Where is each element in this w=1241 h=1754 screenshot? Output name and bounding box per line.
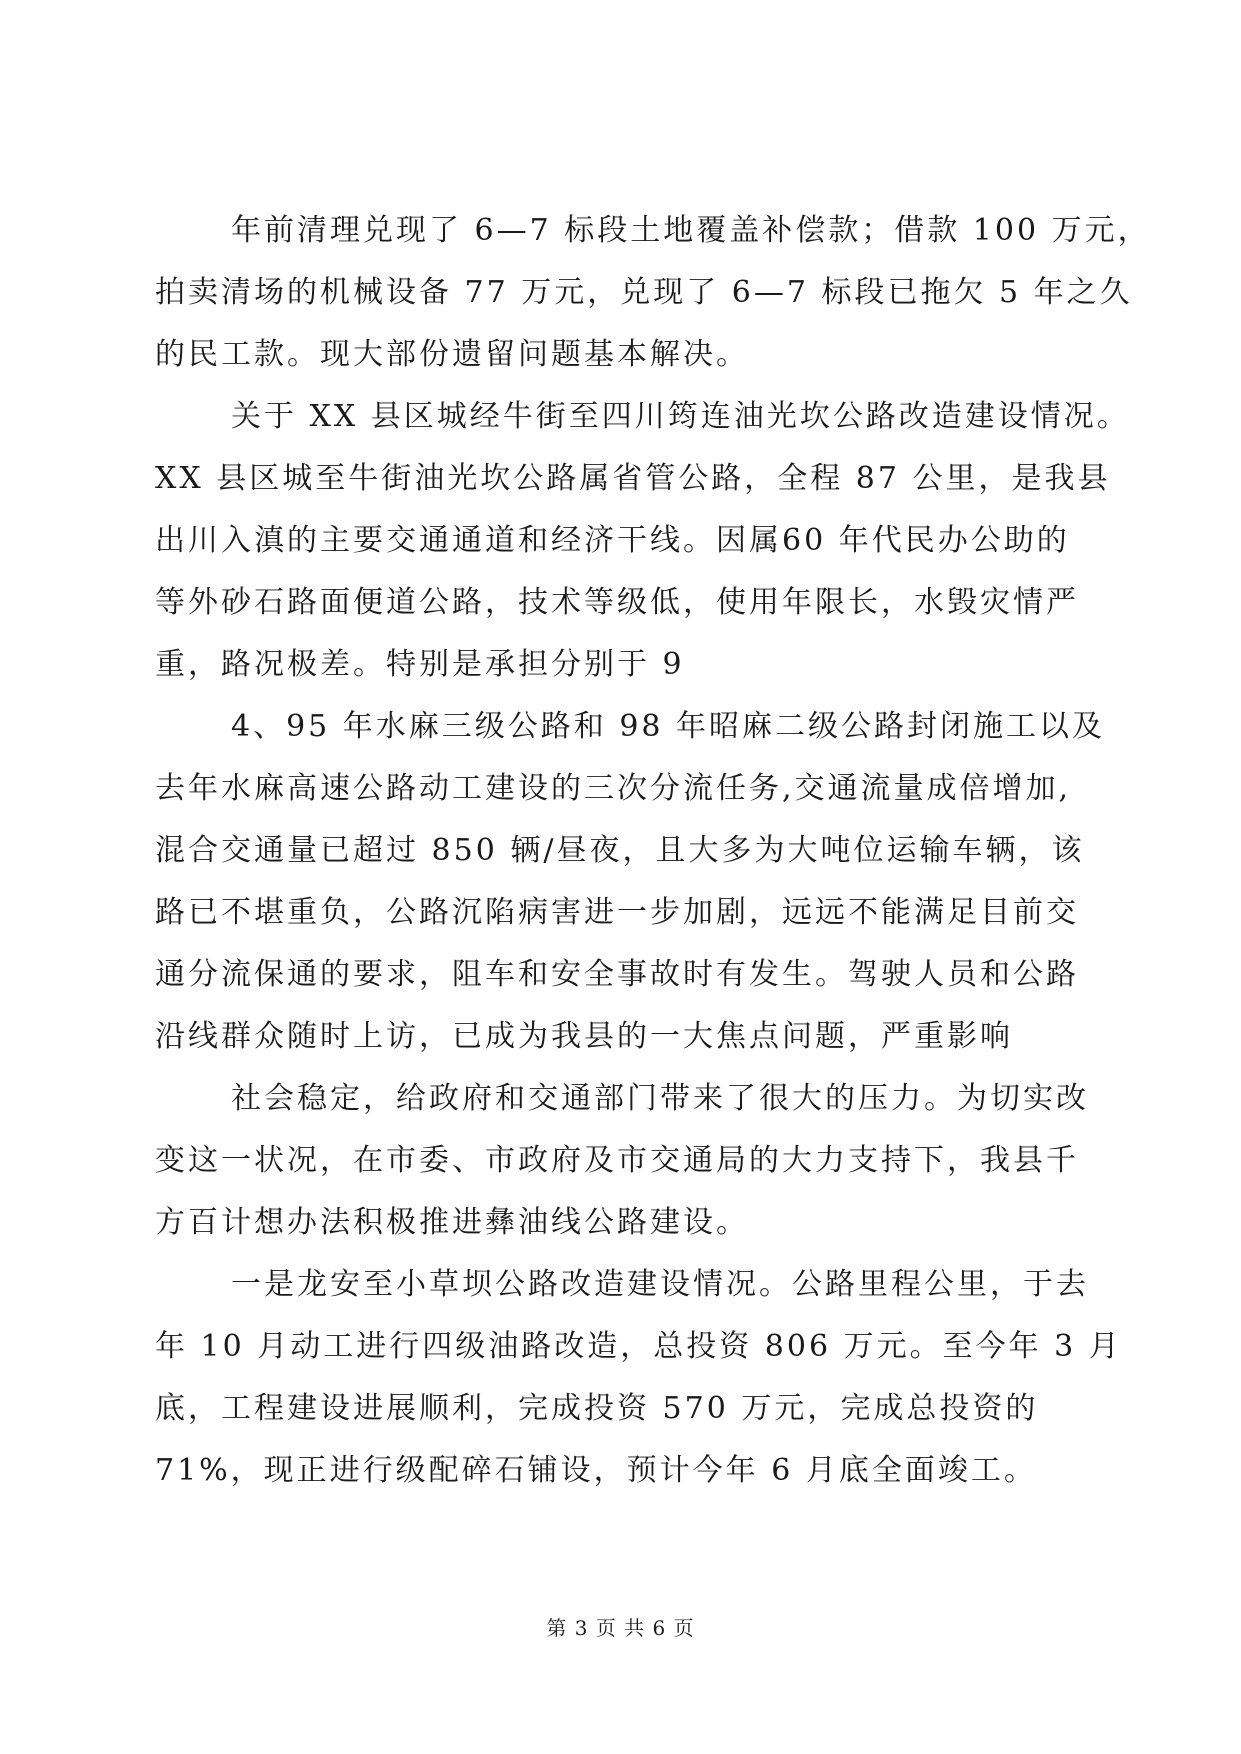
text-line: 社会稳定，给政府和交通部门带来了很大的压力。为切实改 — [231, 1081, 1089, 1116]
text-line: 拍卖清场的机械设备 77 万元，兑现了 6—7 标段已拖欠 5 年之久 — [155, 275, 1133, 310]
text-line: 的民工款。现大部份遗留问题基本解决。 — [155, 337, 749, 372]
text-line: 路已不堪重负，公路沉陷病害进一步加剧，远远不能满足目前交 — [155, 895, 1079, 930]
text-line: XX 县区城至牛街油光坎公路属省管公路，全程 87 公里，是我县 — [155, 461, 1111, 496]
page-footer: 第 3 页 共 6 页 — [546, 1616, 695, 1640]
text-line: 年前清理兑现了 6—7 标段土地覆盖补偿款；借款 100 万元， — [231, 213, 1151, 248]
text-line: 一是龙安至小草坝公路改造建设情况。公路里程公里，于去 — [231, 1267, 1089, 1302]
text-line: 通分流保通的要求，阻车和安全事故时有发生。驾驶人员和公路 — [155, 957, 1079, 992]
text-line: 重，路况极差。特别是承担分别于 9 — [155, 647, 685, 682]
text-line: 去年水麻高速公路动工建设的三次分流任务,交通流量成倍增加, — [155, 771, 1072, 806]
text-line: 4、95 年水麻三级公路和 98 年昭麻二级公路封闭施工以及 — [231, 709, 1106, 744]
text-line: 混合交通量已超过 850 辆/昼夜，且大多为大吨位运输车辆，该 — [155, 833, 1085, 868]
text-line: 年 10 月动工进行四级油路改造，总投资 806 万元。至今年 3 月 — [155, 1329, 1122, 1364]
text-line: 方百计想办法积极推进彝油线公路建设。 — [155, 1205, 749, 1240]
text-line: 沿线群众随时上访，已成为我县的一大焦点问题，严重影响 — [155, 1019, 1013, 1054]
document-body — [155, 200, 1151, 1502]
text-line: 71%，现正进行级配碎石铺设，预计今年 6 月底全面竣工。 — [155, 1453, 1037, 1488]
text-line: 出川入滇的主要交通通道和经济干线。因属60 年代民办公助的 — [155, 523, 1070, 558]
text-line: 关于 XX 县区城经牛街至四川筠连油光坎公路改造建设情况。 — [231, 399, 1130, 434]
text-line: 变这一状况，在市委、市政府及市交通局的大力支持下，我县千 — [155, 1143, 1079, 1178]
text-line: 等外砂石路面便道公路，技术等级低，使用年限长，水毁灾情严 — [155, 585, 1079, 620]
text-line: 底，工程建设进展顺利，完成投资 570 万元，完成总投资的 — [155, 1391, 1039, 1426]
